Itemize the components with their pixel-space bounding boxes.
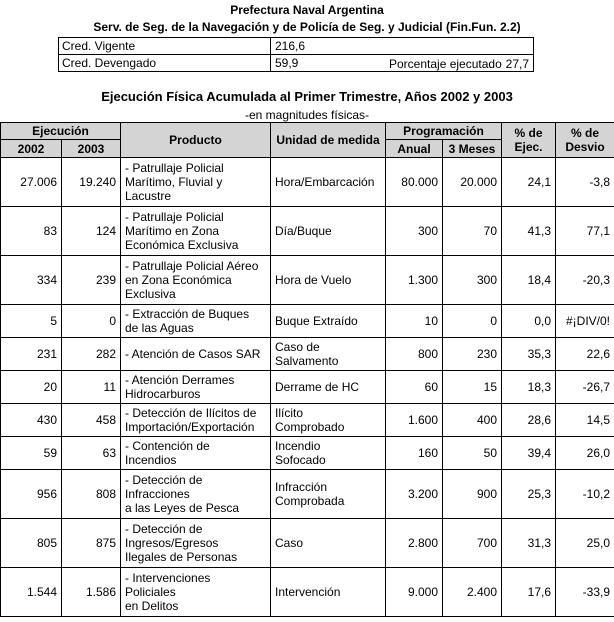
cell-producto: - Atención Derrames Hidrocarburos (121, 371, 271, 404)
header-unidad: Unidad de medida (271, 123, 386, 158)
cell-pct-ejec: 18,3 (502, 371, 556, 404)
porcentaje-value: 27,7 (505, 57, 529, 71)
execution-table (0, 122, 614, 617)
header-producto: Producto (121, 123, 271, 158)
cell-pct-ejec: 24,1 (502, 158, 556, 207)
header-ejecucion: Ejecución (1, 123, 121, 140)
cell-2002: 956 (1, 470, 62, 519)
cell-unidad: Intervención (271, 568, 386, 617)
porcentaje-label: Porcentaje ejecutado (389, 57, 502, 71)
cell-2002: 59 (1, 437, 62, 470)
cell-pct-ejec: 41,3 (502, 207, 556, 256)
cell-anual: 160 (386, 437, 443, 470)
cell-anual: 300 (386, 207, 443, 256)
cell-anual: 3.200 (386, 470, 443, 519)
cell-2003: 808 (62, 470, 121, 519)
cell-3-meses: 700 (443, 519, 502, 568)
cell-pct-desvio: #¡DIV/0! (556, 305, 614, 338)
table-row (1, 256, 614, 305)
cell-2002: 27.006 (1, 158, 62, 207)
cell-unidad: Infracción Comprobada (271, 470, 386, 519)
cell-pct-ejec: 0,0 (502, 305, 556, 338)
cell-producto: - Contención de Incendios (121, 437, 271, 470)
cell-2003: 282 (62, 338, 121, 371)
table-row (1, 519, 614, 568)
cell-2002: 334 (1, 256, 62, 305)
cell-2002: 805 (1, 519, 62, 568)
cell-anual: 1.600 (386, 404, 443, 437)
table-body (1, 158, 614, 617)
cell-pct-ejec: 39,4 (502, 437, 556, 470)
cell-anual: 1.300 (386, 256, 443, 305)
cell-unidad: Caso de Salvamento (271, 338, 386, 371)
cell-pct-desvio: 25,0 (556, 519, 614, 568)
table-row (1, 470, 614, 519)
cell-2003: 1.586 (62, 568, 121, 617)
table-row (1, 371, 614, 404)
header-pct-ejec: % de Ejec. (502, 123, 556, 158)
cell-pct-ejec: 35,3 (502, 338, 556, 371)
cell-pct-ejec: 17,6 (502, 568, 556, 617)
cell-3-meses: 400 (443, 404, 502, 437)
page-title: Prefectura Naval Argentina (230, 3, 384, 17)
vigente-label: Cred. Vigente (62, 39, 136, 53)
cell-unidad: Ilícito Comprobado (271, 404, 386, 437)
budget-box (58, 37, 534, 72)
cell-2003: 124 (62, 207, 121, 256)
cell-pct-desvio: 22,6 (556, 338, 614, 371)
cell-pct-desvio: 14,5 (556, 404, 614, 437)
cell-2002: 83 (1, 207, 62, 256)
header-programacion: Programación (386, 123, 502, 140)
cell-3-meses: 900 (443, 470, 502, 519)
cell-2003: 458 (62, 404, 121, 437)
cell-pct-ejec: 28,6 (502, 404, 556, 437)
cell-producto: - Detección de Ilícitos de Importación/Exportación (121, 404, 271, 437)
table-row (1, 404, 614, 437)
header-3-meses: 3 Meses (443, 140, 502, 158)
cell-anual: 2.800 (386, 519, 443, 568)
cell-3-meses: 70 (443, 207, 502, 256)
cell-pct-ejec: 25,3 (502, 470, 556, 519)
table-row (1, 158, 614, 207)
cell-pct-ejec: 31,3 (502, 519, 556, 568)
cell-pct-desvio: 77,1 (556, 207, 614, 256)
cell-2003: 19.240 (62, 158, 121, 207)
cell-anual: 9.000 (386, 568, 443, 617)
cell-2003: 11 (62, 371, 121, 404)
cell-pct-ejec: 18,4 (502, 256, 556, 305)
table-row (1, 437, 614, 470)
table-row (1, 305, 614, 338)
cell-producto: - Detección de Infracciones a las Leyes de Pesca (121, 470, 271, 519)
cell-pct-desvio: -33,9 (556, 568, 614, 617)
cell-pct-desvio: -26,7 (556, 371, 614, 404)
budget-row-devengado (59, 54, 533, 72)
cell-pct-desvio: -20,3 (556, 256, 614, 305)
cell-producto: - Intervenciones Policiales en Delitos (121, 568, 271, 617)
page-subtitle: Serv. de Seg. de la Navegación y de Policía de Seg. y Judicial (Fin.Fun. 2.2) (93, 20, 521, 34)
cell-producto: - Patrullaje Policial Aéreo en Zona Económica Exclusiva (121, 256, 271, 305)
cell-3-meses: 300 (443, 256, 502, 305)
cell-2002: 1.544 (1, 568, 62, 617)
cell-anual: 80.000 (386, 158, 443, 207)
cell-producto: - Patrullaje Policial Marítimo, Fluvial y Lacustre (121, 158, 271, 207)
devengado-label: Cred. Devengado (62, 56, 157, 70)
header-anual: Anual (386, 140, 443, 158)
cell-unidad: Incendio Sofocado (271, 437, 386, 470)
table-subtitle: -en magnitudes físicas- (244, 108, 370, 122)
cell-unidad: Buque Extraído (271, 305, 386, 338)
table-row (1, 207, 614, 256)
cell-3-meses: 20.000 (443, 158, 502, 207)
cell-unidad: Hora de Vuelo (271, 256, 386, 305)
cell-2003: 875 (62, 519, 121, 568)
cell-2002: 231 (1, 338, 62, 371)
cell-anual: 60 (386, 371, 443, 404)
cell-unidad: Derrame de HC (271, 371, 386, 404)
cell-producto: - Detección de Ingresos/Egresos Ilegales de Personas (121, 519, 271, 568)
cell-unidad: Hora/Embarcación (271, 158, 386, 207)
cell-2003: 0 (62, 305, 121, 338)
cell-pct-desvio: -3,8 (556, 158, 614, 207)
cell-pct-desvio: -10,2 (556, 470, 614, 519)
cell-2002: 5 (1, 305, 62, 338)
cell-producto: - Patrullaje Policial Marítimo en Zona Económica Exclusiva (121, 207, 271, 256)
cell-2002: 430 (1, 404, 62, 437)
cell-3-meses: 15 (443, 371, 502, 404)
cell-3-meses: 2.400 (443, 568, 502, 617)
cell-anual: 10 (386, 305, 443, 338)
table-row (1, 568, 614, 617)
header-2002: 2002 (1, 140, 62, 158)
table-row (1, 338, 614, 371)
cell-producto: - Atención de Casos SAR (121, 338, 271, 371)
header-pct-desvio: % de Desvio (556, 123, 614, 158)
cell-2003: 63 (62, 437, 121, 470)
cell-producto: - Extracción de Buques de las Aguas (121, 305, 271, 338)
devengado-value: 59,9 (275, 56, 299, 70)
cell-3-meses: 50 (443, 437, 502, 470)
vigente-value: 216,6 (275, 39, 306, 53)
header-2003: 2003 (62, 140, 121, 158)
cell-3-meses: 230 (443, 338, 502, 371)
cell-unidad: Día/Buque (271, 207, 386, 256)
table-title: Ejecución Física Acumulada al Primer Trimestre, Años 2002 y 2003 (101, 89, 513, 104)
cell-2002: 20 (1, 371, 62, 404)
cell-unidad: Caso (271, 519, 386, 568)
cell-anual: 800 (386, 338, 443, 371)
cell-pct-desvio: 26,0 (556, 437, 614, 470)
cell-2003: 239 (62, 256, 121, 305)
cell-3-meses: 0 (443, 305, 502, 338)
budget-row-vigente (59, 38, 533, 54)
